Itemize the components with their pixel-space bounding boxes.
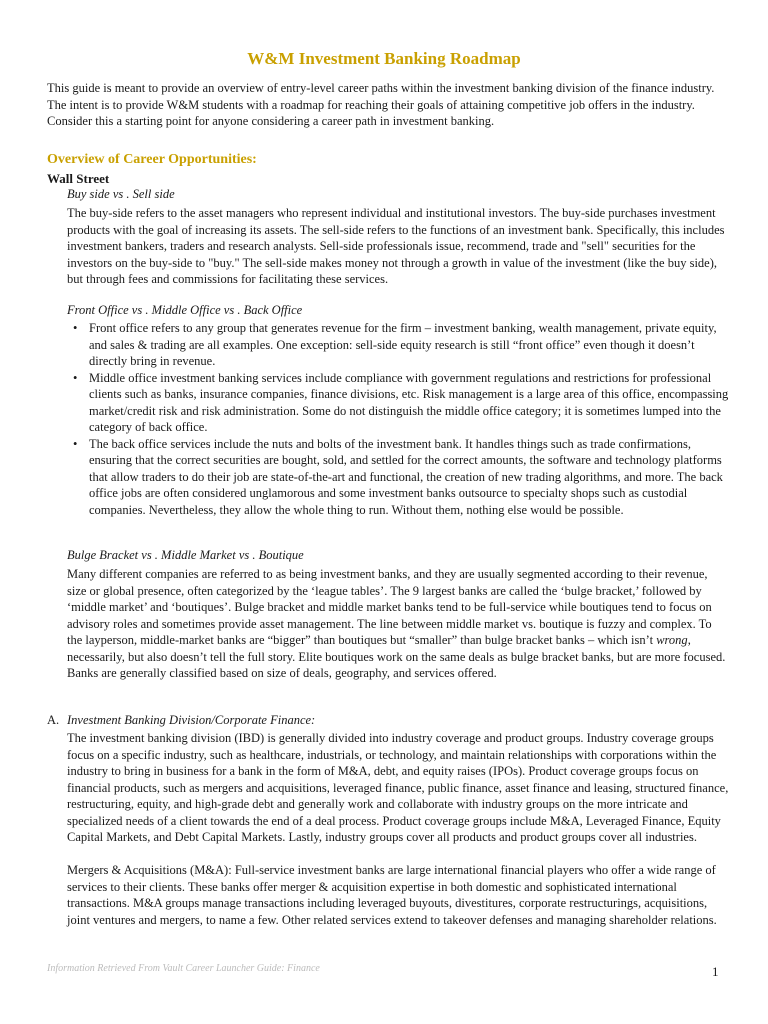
offices-heading: Front Office vs . Middle Office vs . Back Office bbox=[67, 303, 303, 317]
overview-heading: Overview of Career Opportunities: bbox=[47, 152, 257, 167]
bulge-text-end: , necessarily, but also doesn’t tell the full story. Elite boutiques work on the same deals as bulge bracket banks, but are more focused. Banks are generally classified based on size of deals, geography, and services offered. bbox=[67, 633, 726, 680]
bullet-icon: • bbox=[73, 321, 78, 335]
offices-bullet-list bbox=[67, 320, 729, 518]
list-item bbox=[67, 370, 729, 436]
list-item-text: Middle office investment banking services include compliance with government regulations and restrictions for professional clients such as banks, insurance companies, finance divisions, etc. Risk management is a large area of this office, encompassing market/credit risk and risk administration. Some do not distinguish the middle office category; it is sometimes lumped into the category of back office. bbox=[89, 370, 729, 434]
wall-street-heading: Wall Street bbox=[47, 171, 110, 186]
section-a-title: Investment Banking Division/Corporate Finance: bbox=[67, 713, 316, 727]
list-item bbox=[67, 436, 729, 519]
buy-sell-heading: Buy side vs . Sell side bbox=[67, 187, 175, 201]
buy-sell-paragraph: The buy-side refers to the asset managers who represent individual and institutional investors. The buy-side purchases investment products with the goal of increasing its assets. The sell-side refers to the functions of an investment bank. Specifically, this includes investment bankers, traders and research analysts. Sell-side professionals issue, recommend, trade and "sell" securities for the investors on the buy-side to "buy." The sell-side makes money not through a growth in value of the investment (like the buy side), but through fees and commissions for facilitating these services. bbox=[67, 206, 725, 286]
bullet-icon: • bbox=[73, 370, 78, 385]
ibd-paragraph: The investment banking division (IBD) is generally divided into industry coverage and product groups. Industry coverage groups focus on a specific industry, such as healthcare, industrials, or technology, and maintain relationships with corporations within the industry to bring in business for a bank in the form of M&A, debt, and equity raises (IPOs). Product coverage groups focus on financial products, such as mergers and acquisitions, leveraged finance, public finance, asset finance and leasing, structured finance, restructuring, equity, and high-grade debt and generally work and collaborate with industry groups on the more intricate and specialized needs of a client towards the end of a deal process. Product coverage groups include M&A, Leveraged Finance, Equity Capital Markets, and Debt Capital Markets. Lastly, industry groups cover all products and product groups cover all industries. bbox=[67, 731, 729, 844]
bullet-icon: • bbox=[73, 436, 78, 451]
list-item-text: The back office services include the nuts and bolts of the investment bank. It handles things such as trade confirmations, ensuring that the correct securities are bought, sold, and settled for the correct amounts, the software and technology platforms that allow traders to do their job are state-of-the-art and functional, the creation of new trading algorithms, and more. The back office jobs are often considered unglamorous and some investment banks outsource to specialty shops such as custodial companies. Nevertheless, they allow the whole thing to run. Without them, nothing else would be possible. bbox=[89, 436, 723, 517]
page-number: 1 bbox=[712, 964, 719, 979]
section-a-heading bbox=[47, 713, 727, 728]
footer-source: Information Retrieved From Vault Career Launcher Guide: Finance bbox=[47, 963, 320, 974]
list-item-text: Front office refers to any group that generates revenue for the firm – investment banking, wealth management, private equity, and sales & trading are all examples. One exception: sell-side equity research is still “front office” even though it doesn’t directly bring in revenue. bbox=[89, 321, 717, 368]
bulge-paragraph bbox=[67, 566, 729, 682]
section-a-marker: A. bbox=[47, 713, 60, 727]
bulge-heading: Bulge Bracket vs . Middle Market vs . Boutique bbox=[67, 548, 304, 562]
ma-paragraph: Mergers & Acquisitions (M&A): Full-service investment banks are large international financial players who offer a wide range of services to their clients. These banks offer merger & acquisition expertise in both domestic and sophisticated international transactions. M&A groups manage transactions including leveraged buyouts, divestitures, corporate restructurings, acquisitions, joint ventures and mergers, to name a few. Other related services extend to takeover defenses and managing shareholder relations. bbox=[67, 863, 717, 927]
bulge-text-start: Many different companies are referred to as being investment banks, and they are usually segmented according to their revenue, size or global presence, often categorized by the ‘league tables’. The 9 largest banks are called the ‘bulge bracket,’ followed by ‘middle market’ and ‘boutiques’. Bulge bracket and middle market banks tend to be full-service while boutiques tend to focus on advisory roles and sometimes provide asset management. The line between middle market vs. boutique is fuzzy and complex. To the layperson, middle-market banks are “bigger” than boutiques but “smaller” than bulge bracket banks – which isn’t bbox=[67, 567, 712, 647]
page-title: W&M Investment Banking Roadmap bbox=[247, 49, 521, 68]
intro-paragraph: This guide is meant to provide an overview of entry-level career paths within the investment banking division of the finance industry. The intent is to provide W&M students with a roadmap for reaching their goals of attaining competitive job offers in the industry. Consider this a starting point for anyone considering a career path in investment banking. bbox=[47, 81, 715, 129]
list-item bbox=[67, 320, 729, 370]
bulge-text-emphasis: wrong bbox=[656, 633, 688, 647]
